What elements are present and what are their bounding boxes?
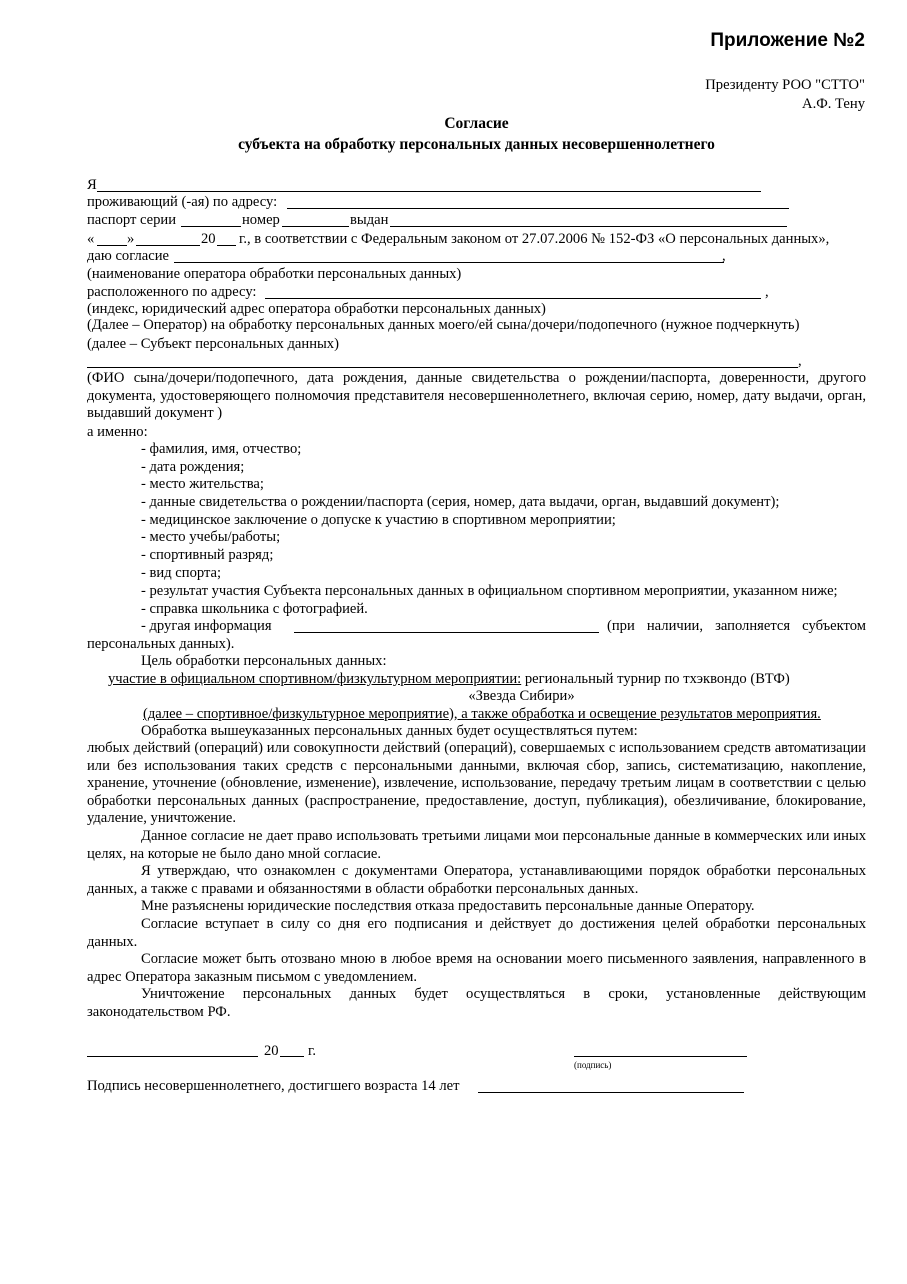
- addressee-line-2: А.Ф. Тену: [802, 96, 865, 112]
- operator-caption: (наименование оператора обработки персональных данных): [87, 266, 462, 282]
- label-located: расположенного по адресу:: [87, 284, 257, 300]
- signature-year-line[interactable]: [280, 1056, 304, 1057]
- label-issued: выдан: [350, 212, 389, 228]
- paragraph-revoke: Согласие может быть отозвано мною в любое время на основании моего письменного заявления, направленного в адрес Оператора заказным письмом с уведомлением.: [87, 951, 866, 985]
- comma-2: ,: [765, 284, 769, 300]
- subject-fio-line[interactable]: [87, 367, 798, 368]
- signature-year-suffix: г.: [308, 1043, 316, 1059]
- list-item: - фамилия, имя, отчество;: [141, 441, 302, 457]
- label-passport-series: паспорт серии: [87, 212, 177, 228]
- paragraph-confirm: Я утверждаю, что ознакомлен с документами Оператора, устанавливающими порядок обработки персональных данных, а также с правами и обязанностями в области обработки персональных данных.: [87, 863, 866, 897]
- label-i: Я: [87, 177, 97, 193]
- purpose-underlined: участие в официальном спортивном/физкультурном мероприятии:: [108, 671, 522, 687]
- law-reference: г., в соответствии с Федеральным законом от 27.07.2006 № 152-ФЗ «О персональных данных»,: [239, 231, 830, 247]
- other-info-label: - другая информация: [141, 618, 272, 634]
- signature-date-line[interactable]: [87, 1056, 258, 1057]
- list-item: - вид спорта;: [141, 565, 222, 581]
- subject-caption: (далее – Субъект персональных данных): [87, 336, 339, 352]
- label-residing: проживающий (-ая) по адресу:: [87, 194, 278, 210]
- signature-year-prefix: 20: [264, 1043, 279, 1059]
- comma-3: ,: [798, 353, 802, 369]
- signature-caption: (подпись): [574, 1060, 612, 1070]
- list-item: - место учебы/работы;: [141, 529, 281, 545]
- list-item: - справка школьника с фотографией.: [141, 601, 368, 617]
- date-quote-open: «: [87, 231, 95, 247]
- list-item: - место жительства;: [141, 476, 264, 492]
- other-info-note-1: (при наличии, заполняется субъектом: [607, 618, 866, 634]
- date-day-line[interactable]: [97, 245, 127, 246]
- date-year-prefix: 20: [201, 231, 216, 247]
- passport-series-line[interactable]: [181, 226, 241, 227]
- operator-name-line[interactable]: [174, 262, 724, 263]
- label-number: номер: [242, 212, 280, 228]
- fio-description: (ФИО сына/дочери/подопечного, дата рождения, данные свидетельства о рождении/паспорта, доверенности, другого документа, удостоверяющего полномочия представителя несовершеннолетнего, включая серию, номер, дату выдачи, орган, выдавший документ ): [87, 370, 866, 422]
- paragraph-explained: Мне разъяснены юридические последствия отказа предоставить персональные данные Оператору.: [141, 898, 755, 914]
- date-year-line[interactable]: [217, 245, 236, 246]
- address-field-line[interactable]: [287, 208, 789, 209]
- paragraph-commercial: Данное согласие не дает право использовать третьими лицами мои персональные данные в коммерческих или иных целях, на которые не было дано мной согласие.: [87, 828, 866, 862]
- document-subtitle: субъекта на обработку персональных данных несовершеннолетнего: [238, 136, 715, 153]
- list-item: - данные свидетельства о рождении/паспорта (серия, номер, дата выдачи, орган, выдавший документ);: [141, 494, 780, 510]
- minor-signature-line[interactable]: [478, 1092, 744, 1093]
- date-month-line[interactable]: [136, 245, 200, 246]
- event-name: «Звезда Сибири»: [468, 688, 575, 704]
- passport-issued-line[interactable]: [390, 226, 787, 227]
- paragraph-valid: Согласие вступает в силу со дня его подписания и действует до достижения целей обработки персональных данных.: [87, 916, 866, 950]
- purpose-line-3: (далее – спортивное/физкультурное мероприятие), а также обработка и освещение результатов мероприятия.: [143, 706, 821, 722]
- label-namely: а именно:: [87, 424, 148, 440]
- date-quote-close: »: [127, 231, 135, 247]
- processing-heading: Обработка вышеуказанных персональных данных будет осуществляться путем:: [141, 723, 638, 739]
- operator-address-line[interactable]: [265, 298, 761, 299]
- label-give-consent: даю согласие: [87, 248, 169, 264]
- processing-body: любых действий (операций) или совокупности действий (операций), совершаемых с использованием средств автоматизации или без использования таких средств с персональными данными, включая сбор, запись, систематизацию, накопление, хранение, уточнение (обновление, изменение), извлечение, использование, передачу третьим лицам в соответствии с целью обработки персональных данных (распространение, предоставление, доступ, публикация), обезличивание, блокирование, удаление, уничтожение.: [87, 740, 866, 827]
- paragraph-destroy: Уничтожение персональных данных будет осуществляться в сроки, установленные действующим законодательством РФ.: [87, 986, 866, 1020]
- passport-number-line[interactable]: [282, 226, 349, 227]
- list-item: - дата рождения;: [141, 459, 245, 475]
- other-info-note-2: персональных данных).: [87, 636, 235, 652]
- comma: ,: [722, 248, 726, 264]
- other-info-line[interactable]: [294, 632, 599, 633]
- purpose-heading: Цель обработки персональных данных:: [141, 653, 387, 669]
- operator-paragraph: (Далее – Оператор) на обработку персональных данных моего/ей сына/дочери/подопечного (нужное подчеркнуть): [87, 317, 800, 333]
- list-item: - спортивный разряд;: [141, 547, 274, 563]
- addressee-line-1: Президенту РОО "СТТО": [705, 77, 865, 93]
- list-item: - результат участия Субъекта персональных данных в официальном спортивном мероприятии, указанном ниже;: [141, 583, 838, 599]
- document-title: Согласие: [444, 115, 509, 132]
- fio-field-line[interactable]: [97, 191, 761, 192]
- minor-signature-label: Подпись несовершеннолетнего, достигшего возраста 14 лет: [87, 1078, 460, 1094]
- list-item: - медицинское заключение о допуске к участию в спортивном мероприятии;: [141, 512, 616, 528]
- operator-address-caption: (индекс, юридический адрес оператора обработки персональных данных): [87, 301, 546, 317]
- appendix-title: Приложение №2: [710, 30, 865, 51]
- purpose-line-1: [108, 670, 790, 688]
- purpose-rest: региональный турнир по тхэквондо (ВТФ): [521, 671, 790, 687]
